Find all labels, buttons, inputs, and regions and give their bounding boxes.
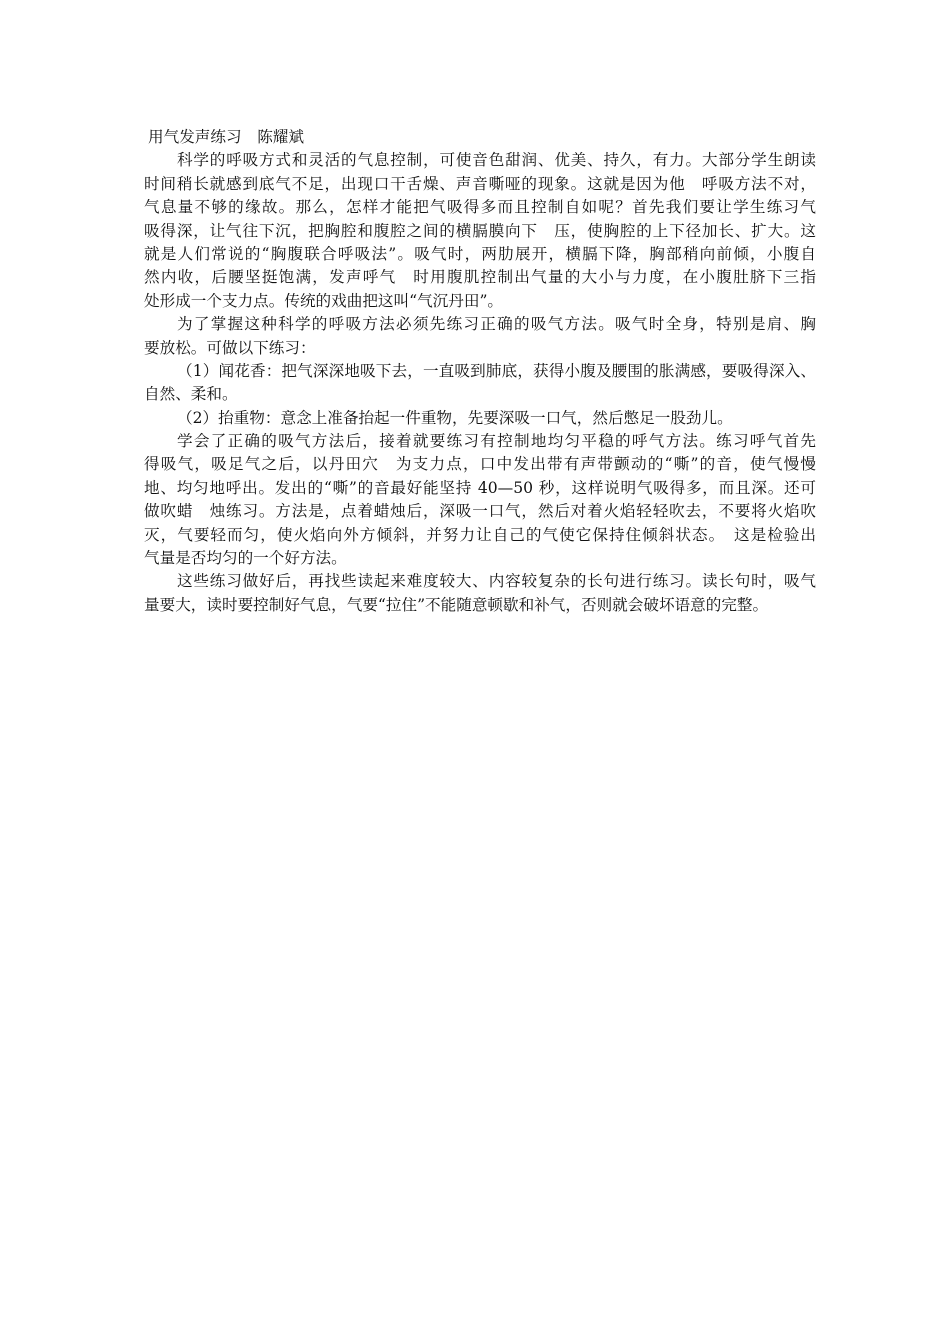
document-title: 用气发声练习 xyxy=(148,128,242,146)
paragraph-line: （2）抬重物：意念上准备抬起一件重物，先要深吸一口气，然后憋足一股劲儿。 xyxy=(177,408,733,427)
paragraph-line: 得吸气，吸足气之后，以丹田穴 为支力点，口中发出带有声带颤动的“嘶”的音，使气慢慢 xyxy=(144,455,816,474)
paragraph-line: 然内收，后腰坚挺饱满，发声呼气 时用腹肌控制出气量的大小与力度，在小腹肚脐下三指 xyxy=(144,268,816,287)
paragraph-6 xyxy=(144,570,816,617)
heading-spacer xyxy=(242,128,258,146)
paragraph-line: （1）闻花香：把气深深地吸下去，一直吸到肺底，获得小腹及腰围的胀满感，要吸得深入、 xyxy=(177,361,816,380)
paragraph-line: 做吹蜡 烛练习。方法是，点着蜡烛后，深吸一口气，然后对着火焰轻轻吹去，不要将火焰吹 xyxy=(144,502,816,521)
paragraph-line: 要放松。可做以下练习： xyxy=(144,338,316,357)
paragraph-line: 就是人们常说的“胸腹联合呼吸法”。吸气时，两肋展开，横膈下降，胸部稍向前倾，小腹自 xyxy=(144,244,816,263)
paragraph-line: 为了掌握这种科学的呼吸方法必须先练习正确的吸气方法。吸气时全身，特别是肩、胸 xyxy=(177,315,816,334)
document-author: 陈耀斌 xyxy=(257,128,304,146)
paragraph-line: 吸得深，让气往下沉，把胸腔和腹腔之间的横膈膜向下 压，使胸腔的上下径加长、扩大。这 xyxy=(144,221,816,240)
paragraph-line: 地、均匀地呼出。发出的“嘶”的音最好能坚持 40—50 秒，这样说明气吸得多，而且深。还可 xyxy=(144,478,816,497)
paragraph-line: 灭，气要轻而匀，使火焰向外方倾斜，并努力让自己的气使它保持住倾斜状态。 这是检验出 xyxy=(144,525,816,544)
document-heading xyxy=(144,126,816,149)
paragraph-line: 这些练习做好后，再找些读起来难度较大、内容较复杂的长句进行练习。读长句时，吸气 xyxy=(177,572,816,591)
paragraph-line: 气息量不够的缘故。那么，怎样才能把气吸得多而且控制自如呢？首先我们要让学生练习气 xyxy=(144,198,816,217)
document-page xyxy=(144,126,816,617)
paragraph-line: 科学的呼吸方式和灵活的气息控制，可使音色甜润、优美、持久，有力。大部分学生朗读 xyxy=(177,151,816,170)
paragraph-line: 量要大，读时要控制好气息，气要“拉住”不能随意顿歇和补气，否则就会破坏语意的完整。 xyxy=(144,595,769,614)
paragraph-line: 学会了正确的吸气方法后，接着就要练习有控制地均匀平稳的呼气方法。练习呼气首先 xyxy=(177,432,816,451)
paragraph-line: 自然、柔和。 xyxy=(144,385,238,404)
paragraph-line: 气量是否均匀的一个好方法。 xyxy=(144,549,347,568)
paragraph-3 xyxy=(144,360,816,407)
paragraph-4 xyxy=(144,407,816,430)
paragraph-2 xyxy=(144,313,816,360)
paragraph-line: 处形成一个支力点。传统的戏曲把这叫“气沉丹田”。 xyxy=(144,291,504,310)
paragraph-5 xyxy=(144,430,816,570)
paragraph-1 xyxy=(144,149,816,313)
paragraph-line: 时间稍长就感到底气不足，出现口干舌燥、声音嘶哑的现象。这就是因为他 呼吸方法不对， xyxy=(144,174,816,193)
